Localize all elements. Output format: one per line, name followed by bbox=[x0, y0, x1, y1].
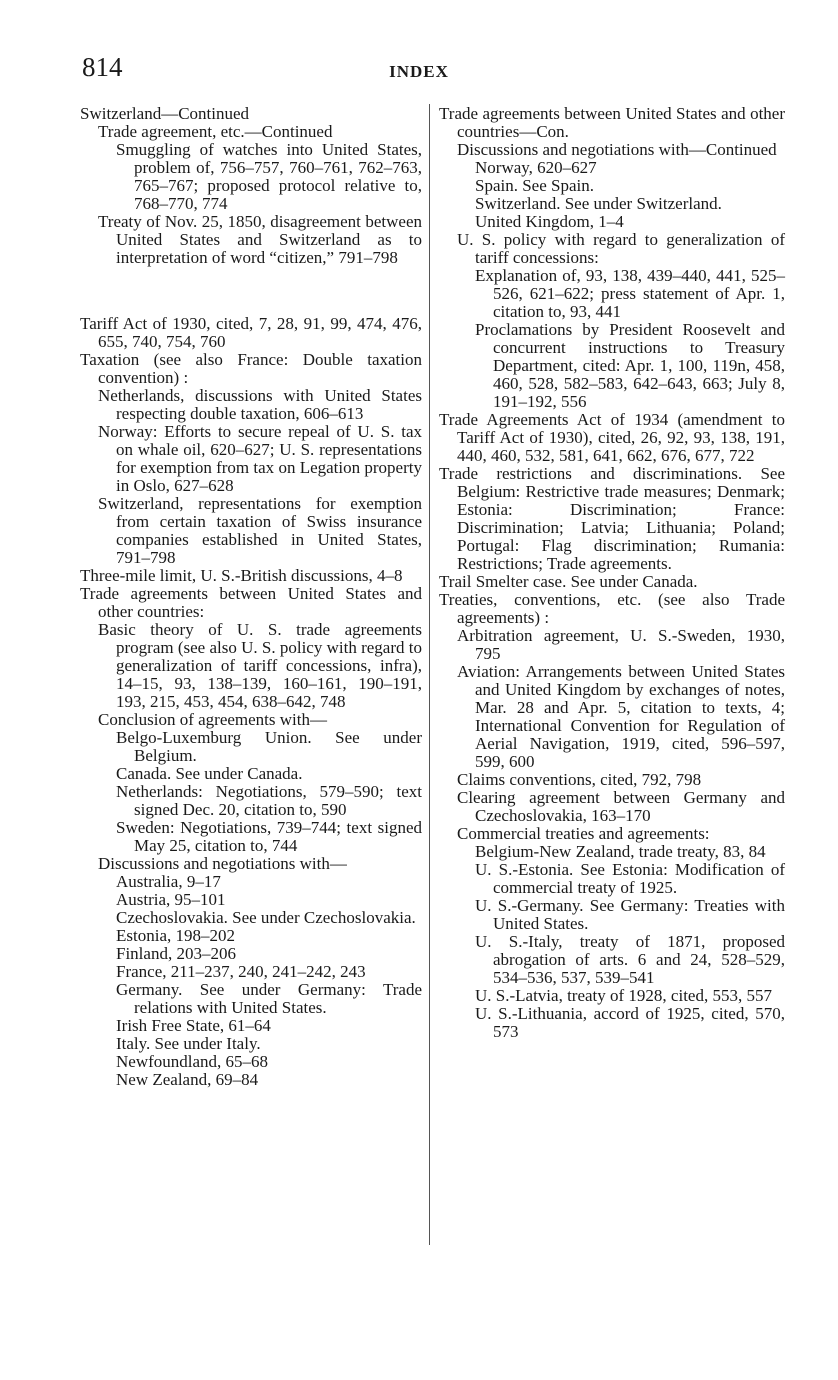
index-entry: Three-mile limit, U. S.-British discussions, 4–8 bbox=[80, 566, 403, 585]
index-entry: Norway: Efforts to secure repeal of U. S. tax on whale oil, 620–627; U. S. representations for exemption from tax on Legation property in Oslo, 627–628 bbox=[98, 422, 422, 495]
index-entry: Conclusion of agreements with— bbox=[98, 710, 327, 729]
index-entry: Norway, 620–627 bbox=[475, 158, 597, 177]
index-entry: Aviation: Arrangements between United States and United Kingdom by exchanges of notes, Mar. 28 and Apr. 5, citation to texts, 4; International Convention for Regulation of Aerial Navigation, 1919, cited, 596–597, 599, 600 bbox=[457, 662, 785, 771]
index-entry: Sweden: Negotiations, 739–744; text signed May 25, citation to, 744 bbox=[116, 818, 422, 855]
index-entry: U. S. policy with regard to generalization of tariff concessions: bbox=[457, 230, 785, 267]
index-entry: Tariff Act of 1930, cited, 7, 28, 91, 99, 474, 476, 655, 740, 754, 760 bbox=[80, 314, 422, 351]
index-entry: Italy. See under Italy. bbox=[116, 1034, 261, 1053]
index-column-right bbox=[439, 105, 785, 1041]
index-entry: Canada. See under Canada. bbox=[116, 764, 303, 783]
index-entry: Trade agreement, etc.—Continued bbox=[98, 122, 333, 141]
index-entry: Trade agreements between United States and other countries: bbox=[80, 584, 422, 621]
index-entry: Treaties, conventions, etc. (see also Trade agreements) : bbox=[439, 590, 785, 627]
index-entry: Discussions and negotiations with— bbox=[98, 854, 347, 873]
index-entry: Explanation of, 93, 138, 439–440, 441, 525–526, 621–622; press statement of Apr. 1, citation to, 93, 441 bbox=[475, 266, 785, 321]
index-entry: Trade Agreements Act of 1934 (amendment to Tariff Act of 1930), cited, 26, 92, 93, 138, 191, 440, 460, 532, 581, 641, 662, 676, 677, 722 bbox=[439, 410, 785, 465]
index-entry: Switzerland, representations for exemption from certain taxation of Swiss insurance companies established in United States, 791–798 bbox=[98, 494, 422, 567]
index-entry: Commercial treaties and agreements: bbox=[457, 824, 710, 843]
index-entry: Netherlands, discussions with United States respecting double taxation, 606–613 bbox=[98, 386, 422, 423]
index-entry: Finland, 203–206 bbox=[116, 944, 236, 963]
index-entry: Discussions and negotiations with—Continued bbox=[457, 140, 777, 159]
index-entry: Trail Smelter case. See under Canada. bbox=[439, 572, 698, 591]
index-entry: Spain. See Spain. bbox=[475, 176, 594, 195]
index-entry: United Kingdom, 1–4 bbox=[475, 212, 624, 231]
index-entry: U. S.-Estonia. See Estonia: Modification of commercial treaty of 1925. bbox=[475, 860, 785, 897]
index-entry: Smuggling of watches into United States, problem of, 756–757, 760–761, 762–763, 765–767; proposed protocol relative to, 768–770, 774 bbox=[116, 140, 422, 213]
index-entry: Trade agreements between United States and other countries—Con. bbox=[439, 104, 785, 141]
index-entry: Germany. See under Germany: Trade relations with United States. bbox=[116, 980, 422, 1017]
index-entry: Belgium-New Zealand, trade treaty, 83, 84 bbox=[475, 842, 766, 861]
index-entry: U. S.-Italy, treaty of 1871, proposed abrogation of arts. 6 and 24, 528–529, 534–536, 537, 539–541 bbox=[475, 932, 785, 987]
index-entry: Taxation (see also France: Double taxation convention) : bbox=[80, 350, 422, 387]
index-entry: Austria, 95–101 bbox=[116, 890, 226, 909]
index-entry: Irish Free State, 61–64 bbox=[116, 1016, 271, 1035]
index-entry: U. S.-Germany. See Germany: Treaties with United States. bbox=[475, 896, 785, 933]
index-entry: Czechoslovakia. See under Czechoslovakia. bbox=[116, 908, 416, 927]
index-entry: U. S.-Latvia, treaty of 1928, cited, 553, 557 bbox=[475, 986, 772, 1005]
index-entry: Proclamations by President Roosevelt and concurrent instructions to Treasury Department, cited: Apr. 1, 100, 119n, 458, 460, 528, 582–583, 642–643, 663; July 8, 191–192, 556 bbox=[475, 320, 785, 411]
index-entry: U. S.-Lithuania, accord of 1925, cited, 570, 573 bbox=[475, 1004, 785, 1041]
index-entry: Claims conventions, cited, 792, 798 bbox=[457, 770, 702, 789]
index-entry: France, 211–237, 240, 241–242, 243 bbox=[116, 962, 366, 981]
page-number: 814 bbox=[82, 52, 123, 82]
column-divider bbox=[429, 104, 430, 1245]
index-entry: Switzerland. See under Switzerland. bbox=[475, 194, 722, 213]
index-column-left bbox=[80, 105, 422, 1089]
index-entry: Belgo-Luxemburg Union. See under Belgium. bbox=[116, 728, 422, 765]
index-entry: Switzerland—Continued bbox=[80, 104, 250, 123]
index-entry: New Zealand, 69–84 bbox=[116, 1070, 259, 1089]
index-entry: Estonia, 198–202 bbox=[116, 926, 235, 945]
index-entry: Clearing agreement between Germany and Czechoslovakia, 163–170 bbox=[457, 788, 785, 825]
index-entry: Trade restrictions and discriminations. See Belgium: Restrictive trade measures; Denmark; Estonia: Discrimination; France: Discrimination; Latvia; Lithuania; Poland; Portugal: Flag discrimination; Rumania: Restrictions; Trade agreements. bbox=[439, 464, 785, 573]
index-entry: Newfoundland, 65–68 bbox=[116, 1052, 269, 1071]
running-head: INDEX bbox=[389, 62, 449, 81]
entry-spacer bbox=[80, 283, 422, 299]
index-entry: Treaty of Nov. 25, 1850, disagreement between United States and Switzerland as to interpretation of word “citizen,” 791–798 bbox=[98, 212, 422, 267]
index-entry: Australia, 9–17 bbox=[116, 872, 221, 891]
index-entry: Netherlands: Negotiations, 579–590; text signed Dec. 20, citation to, 590 bbox=[116, 782, 422, 819]
index-entry: Arbitration agreement, U. S.-Sweden, 1930, 795 bbox=[457, 626, 785, 663]
index-entry: Basic theory of U. S. trade agreements program (see also U. S. policy with regard to generalization of tariff concessions, infra), 14–15, 93, 138–139, 160–161, 190–191, 193, 215, 453, 454, 638–642, 748 bbox=[98, 620, 422, 711]
